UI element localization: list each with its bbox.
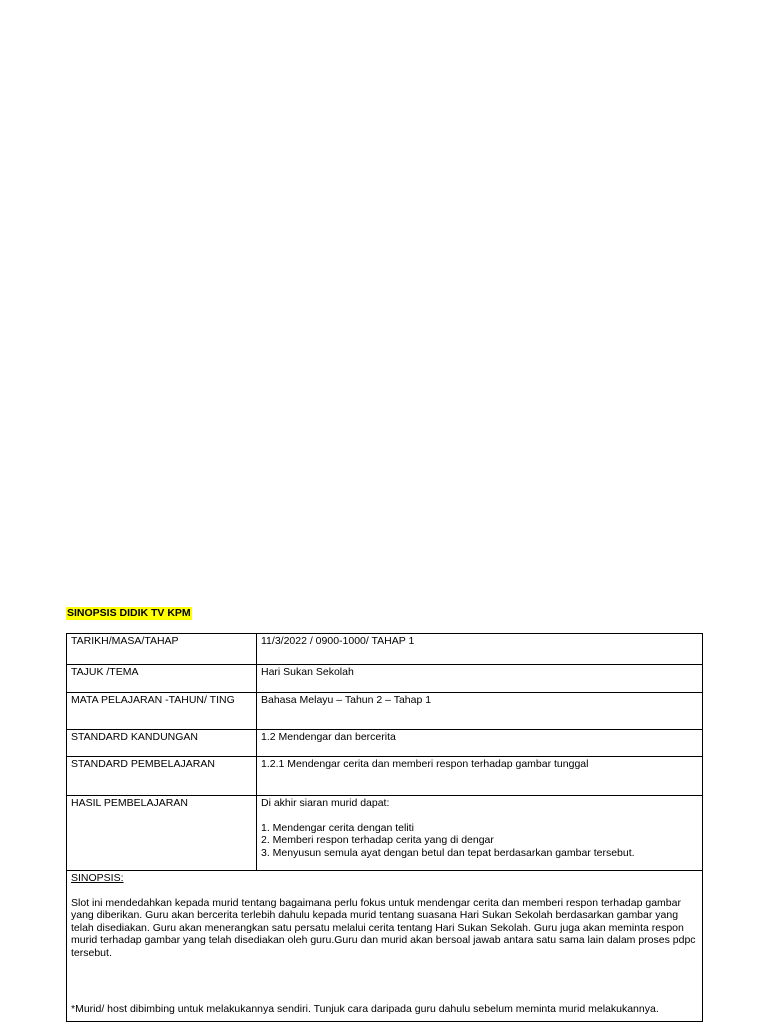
list-item: 1. Mendengar cerita dengan teliti: [261, 821, 414, 834]
hasil-label: HASIL PEMBELAJARAN: [67, 796, 257, 871]
row-value: Bahasa Melayu – Tahun 2 – Tahap 1: [257, 693, 703, 730]
sinopsis-body: Slot ini mendedahkan kepada murid tentang bagaimana perlu fokus untuk mendengar cerita dan memberi respon terhadap gambar yang diberikan. Guru akan bercerita terlebih dahulu kepada murid tentang suasana Hari Sukan Sekolah berdasarkan gambar yang telah disediakan. Guru akan menerangkan satu persatu melalui cerita tentang Hari Sukan Sekolah. Guru juga akan meminta respon murid terhadap gambar yang telah disediakan oleh guru.Guru dan murid akan bersoal jawab antara satu sama lain dalam proses pdpc tersebut.: [71, 896, 696, 959]
outcome-list: [261, 822, 698, 860]
synopsis-table: [66, 633, 703, 1022]
document-title: SINOPSIS DIDIK TV KPM: [67, 607, 191, 619]
table-row-sinopsis: [67, 871, 703, 1022]
table-row: [67, 757, 703, 796]
row-value: Hari Sukan Sekolah: [257, 665, 703, 693]
list-item: 3. Menyusun semula ayat dengan betul dan tepat berdasarkan gambar tersebut.: [261, 846, 635, 859]
row-value: 1.2 Mendengar dan bercerita: [257, 730, 703, 757]
row-value: 1.2.1 Mendengar cerita dan memberi respon terhadap gambar tunggal: [257, 757, 703, 796]
row-label: STANDARD PEMBELAJARAN: [67, 757, 257, 796]
hasil-intro: Di akhir siaran murid dapat:: [261, 797, 390, 809]
row-label: MATA PELAJARAN -TAHUN/ TING: [67, 693, 257, 730]
table-row: [67, 634, 703, 665]
row-label: TARIKH/MASA/TAHAP: [67, 634, 257, 665]
hasil-content: [257, 796, 703, 871]
table-row: [67, 665, 703, 693]
sinopsis-heading: SINOPSIS:: [71, 872, 124, 884]
sinopsis-note: *Murid/ host dibimbing untuk melakukannya sendiri. Tunjuk cara daripada guru dahulu sebelum meminta murid melakukannya.: [71, 1003, 659, 1015]
row-label: STANDARD KANDUNGAN: [67, 730, 257, 757]
row-value: 11/3/2022 / 0900-1000/ TAHAP 1: [257, 634, 703, 665]
table-row-hasil: [67, 796, 703, 871]
sinopsis-cell: [67, 871, 703, 1022]
table-row: [67, 693, 703, 730]
row-label: TAJUK /TEMA: [67, 665, 257, 693]
list-item: 2. Memberi respon terhadap cerita yang di dengar: [261, 834, 494, 846]
table-row: [67, 730, 703, 757]
